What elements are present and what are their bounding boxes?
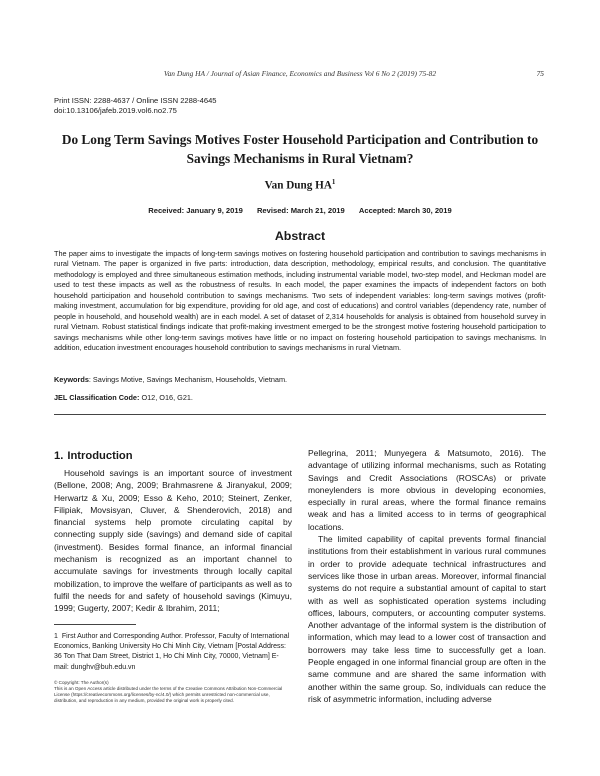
author-footnote (54, 632, 292, 673)
running-header: Van Dung HA / Journal of Asian Finance, Economics and Business Vol 6 No 2 (2019) 75-82 (163, 69, 437, 78)
jel-label: JEL Classification Code: (54, 393, 140, 402)
accepted-date: Accepted: March 30, 2019 (358, 206, 452, 215)
page-number: 75 (536, 69, 544, 78)
license-text: This is an Open Access article distributed under the terms of the Creative Commons Attribution Non-Commercial License (https://creativecommons.org/licenses/by-nc/4.0/) which permits unrestricted non-commercial use, distribution, and reproduction in any medium, provided the original work is properly cited. (54, 686, 283, 703)
abstract-heading: Abstract (274, 229, 326, 243)
abstract-body: The paper aims to investigate the impacts of long-term savings motives on fostering household participation and contribution to savings mechanisms in rural Vietnam. The paper is organized in five parts: introduction, data description, methodology, empirical results, and conclusion. The quantitative methodology is employed and three simultaneous estimation methods, including instrumental variable model, two-step model, and Heckman model are used to test these impacts as well as the robustness of results. In each model, the paper examines the impacts of independent factors on both household participation and household contribution to savings mechanisms. Two sets of independent variables: long-term savings motives (profit-making investment, accumulation for big expenditure, providing for old age, and cost of educations) and control variables (dependency rate, number of people in household, and household wealth) are in each model. A set of dataset of 2,314 households for analysis is obtained from household survey in rural Vietnam. Robust statistical findings indicate that profit-making investment emerged to be the strongest motive fostering household participation to savings mechanisms while other long-term savings motives have little or no impact on fostering household participation to savings mechanisms. In addition, education investment encourages household contribution to savings mechanisms in rural Vietnam. (54, 249, 546, 353)
doi-line: doi:10.13106/jafeb.2019.vol6.no2.75 (54, 106, 177, 115)
footnote-number: 1 (54, 633, 58, 640)
copyright-line: © Copyright: The Author(s) (54, 680, 109, 685)
author-name: Van Dung HA (264, 179, 332, 192)
revised-date: Revised: March 21, 2019 (256, 206, 345, 215)
keywords-label: Keywords (54, 375, 89, 384)
paragraph: Pellegrina, 2011; Munyegera & Matsumoto, 2016). The advantage of utilizing informal mechanisms, such as Rotating Savings and Credit Associations (ROSCAs) or private moneylenders is more obvious in developing economies, especially in rural areas, where the formal finance remains weak and has a limited access to in terms of geographical locations. (308, 448, 546, 532)
publication-dates (0, 206, 600, 215)
jel-value: O12, O16, G21. (139, 393, 193, 402)
section-title: Introduction (67, 450, 133, 462)
author-line (0, 178, 600, 192)
introduction-heading (54, 450, 137, 462)
jel-line (54, 393, 546, 402)
copyright-notice (54, 680, 292, 704)
received-date: Received: January 9, 2019 (148, 206, 243, 215)
issn-line: Print ISSN: 2288-4637 / Online ISSN 2288-4645 (54, 96, 217, 105)
footnote-divider (54, 624, 136, 625)
paragraph: The limited capability of capital prevents formal financial institutions from their establishment in various rural communes in order to provide adequate technical infrastructures and services like those in urban areas. Moreover, informal financial systems do not require a substantial amount of capital to start with as well as sophisticated operation systems including offices, labours, computers, or accounting computer systems. Another advantage of the informal system is the distribution of information, which may lead to a lower cost of transaction and borrowers may take less time to successfully get a loan. People engaged in one informal financial group are often in the same commune and are shared the same information with another within the same group. So, individuals can reduce the risk of asymmetric information, including adverse (308, 534, 546, 704)
section-number: 1. (54, 450, 64, 462)
footnote-body: First Author and Corresponding Author. Professor, Faculty of International Economics, Banking University Ho Chi Minh City, Vietnam [Postal Address: 36 Ton That Dam Street, District 1, Ho Chi Minh City, 70000, Vietnam] E-mail: dunghv@buh.edu.vn (54, 633, 290, 671)
introduction-left-column: Household savings is an important source of investment (Bellone, 2008; Ang, 2009; Brahmasrene & Jiranyakul, 2009; Herwartz & Xu, 2009; Esso & Keho, 2010; Steinert, Zenker, Filipiak, Movsisyan, Cluver, & Shenderovich, 2018) and financial systems help promote circulating capital by connecting supply side (savings) and demand side of capital (investment). Besides formal finance, an informal financial mechanism is recognized as an important channel to accumulate savings for investments through locally capital mobilization, to improve the welfare of participants as well as to fulfil the needs for and safety of household savings (Kimuyu, 1999; Gugerty, 2007; Kedir & Ibrahim, 2011; (54, 468, 292, 614)
author-footnote-marker: 1 (331, 178, 336, 186)
keywords-line (54, 375, 546, 384)
paper-title: Do Long Term Savings Motives Foster Household Participation and Contribution to Savings Mechanisms in Rural Vietnam? (61, 132, 539, 166)
section-divider (54, 414, 546, 415)
introduction-right-column (308, 447, 546, 705)
keywords-value: : Savings Motive, Savings Mechanism, Households, Vietnam. (88, 375, 288, 384)
